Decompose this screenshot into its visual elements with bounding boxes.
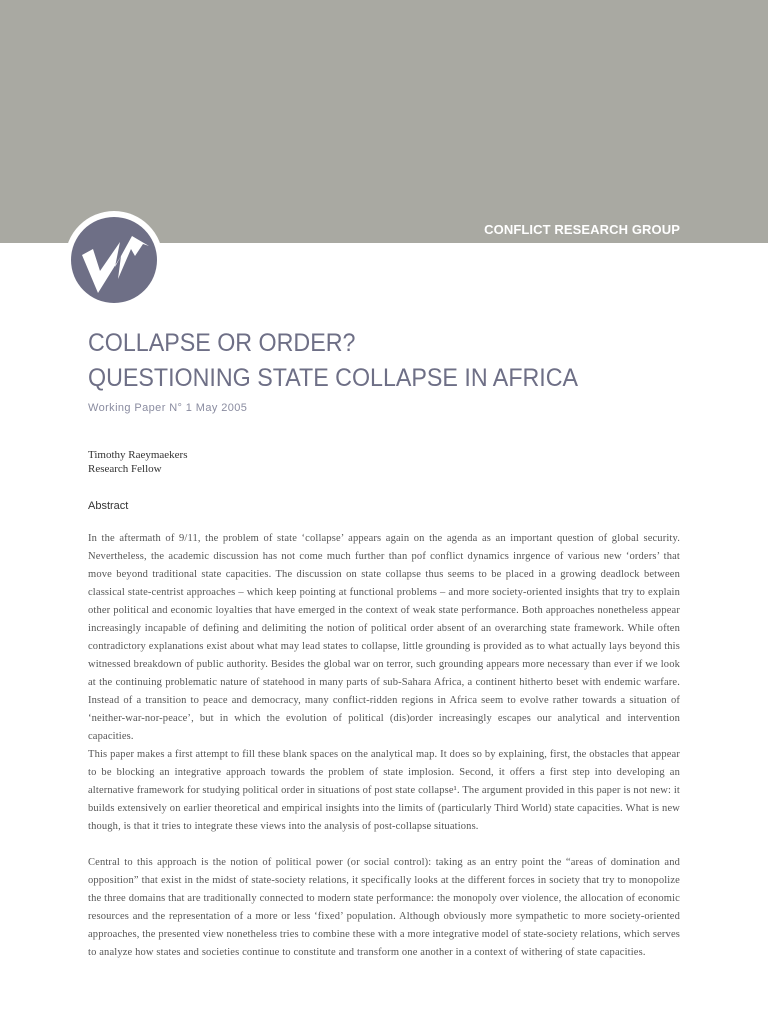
- abstract-paragraph-1: In the aftermath of 9/11, the problem of state ‘collapse’ appears again on the agenda as an important question of global security. Nevertheless, the academic discussion has not come much further than pof conflict dynamics inrgence of various new ‘orders’ that move beyond traditional state capacities. The discussion on state collapse thus seems to be placed in a growing deadlock between classical state-centrist approaches – which keep pointing at functional problems – and more society-oriented insights that try to explain other political and economic loyalties that have emerged in the context of weak state performance. Both approaches nonetheless appear increasingly incapable of defining and delimiting the notion of political order absent of an overarching state framework. While often contradictory explanations exist about what may lead states to collapse, little grounding is provided as to what actually lays beyond this witnessed breakdown of public authority. Besides the global war on terror, such grounding appears more necessary than ever if we look at the continuing problematic nature of statehood in many parts of sub-Sahara Africa, a continent hitherto beset with endemic warfare. Instead of a transition to peace and democracy, many conflict-ridden regions in Africa seem to evolve rather towards a situation of ‘neither-war-nor-peace’, but in which the evolution of political (dis)order increasingly escapes our analytical and intervention capacities.: [88, 533, 680, 742]
- author-role: Research Fellow: [88, 463, 162, 475]
- author-block: [88, 448, 188, 476]
- abstract-body: [88, 530, 680, 962]
- page-title: [88, 326, 578, 396]
- broken-arrow-logo-icon: [63, 209, 165, 311]
- abstract-paragraph-3: Central to this approach is the notion of political power (or social control): taking as an entry point the “areas of domination and opposition” that exist in the midst of state-society relations, it specifically looks at the different forces in society that try to monopolize the three domains that are traditionally connected to modern state performance: the monopoly over violence, the allocation of economic resources and the representation of a more or less ‘fixed’ population. Although obviously more sympathetic to more society-oriented approaches, the presented view nonetheless tries to combine these with a more integrative model of state-society relations, which serves to analyze how states and societies continue to constitute and transform one another in a context of withering of state capacities.: [88, 857, 680, 958]
- title-line-2: QUESTIONING STATE COLLAPSE IN AFRICA: [88, 364, 579, 392]
- abstract-paragraph-2: This paper makes a first attempt to fill these blank spaces on the analytical map. It does so by explaining, first, the obstacles that appear to be blocking an integrative approach towards the problem of state implosion. Second, it offers a first step into developing an alternative framework for studying political order in situations of post state collapse¹. The argument provided in this paper is not new: it builds extensively on earlier theoretical and empirical insights into the limits of (particularly Third World) state capacities. What is new though, is that it tries to integrate these views into the analysis of post-collapse situations.: [88, 749, 680, 832]
- working-paper-info: Working Paper N° 1 May 2005: [88, 402, 248, 414]
- title-line-1: COLLAPSE OR ORDER?: [88, 329, 356, 357]
- author-name: Timothy Raeymaekers: [88, 449, 188, 461]
- header-banner: [0, 0, 768, 243]
- research-group-name: CONFLICT RESEARCH GROUP: [484, 222, 680, 237]
- abstract-heading: Abstract: [88, 500, 129, 512]
